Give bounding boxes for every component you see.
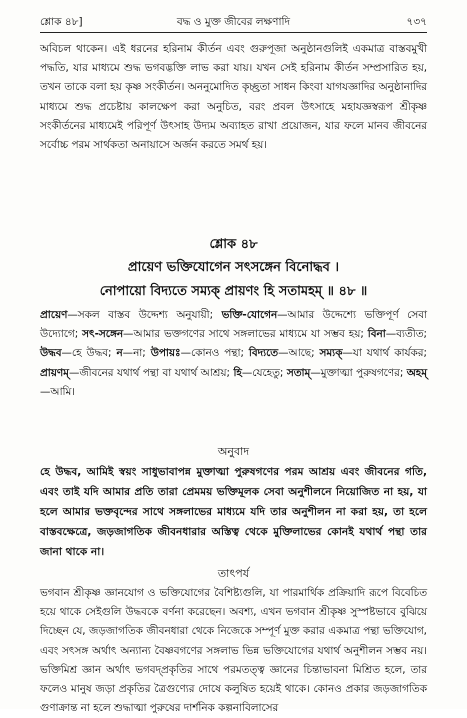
- word-meaning-definition: —আমার ভক্তগণের সাথে সঙ্গলাভের মাধ্যমে যা সম্ভব হয়;: [123, 328, 368, 341]
- intro-paragraph: অবিচল থাকেন। এই ধরনের হরিনাম কীর্তন এবং গুরুপূজা অনুষ্ঠানগুলিই একমাত্র বাস্তবমুখী পদ্ধতি, যার মাধ্যমে শুদ্ধ ভগবদ্ভক্তি লাভ করা যায়। যখন সেই হরিনাম কীর্তন সম্প্রসারিত হয়, তখন তাকে বলা হয় কৃষ্ণ সংকীর্তন। অননুমোদিত কৃচ্ছ্রতা সাধন কিংবা যাগযজ্ঞাদির অনুষ্ঠানাদির মাধ্যমে শুদ্ধ প্রচেষ্টায় কালক্ষেপ করা অনুচিত, বরং প্রবল উৎসাহে মহাযজ্ঞস্বরূপ শ্রীকৃষ্ণ সংকীর্তনের মাধ্যমেই পরিপূর্ণ উৎসাহ উদ্যম অব্যাহত রাখা প্রয়োজন, যার ফলে মানব জীবনের সর্বোচ্চ পরম সার্থকতা অনায়াসে অর্জন করতে সমর্থ হয়।: [40, 43, 427, 152]
- word-meaning-term: অহম্: [406, 366, 428, 379]
- word-meaning-term: সৎ-সঙ্গেন: [82, 328, 124, 341]
- word-meaning-definition: —হে উদ্ধব;: [61, 347, 117, 360]
- running-header: [40, 14, 427, 30]
- word-meaning-definition: —আমার উদ্দেশ্যে ভক্তিপূর্ণ সেবা উদ্যোগে;: [40, 309, 427, 341]
- sloka-line-2: নোপায়ো বিদ্যতে সম্যক্ প্রায়ণং হি সতামহম্ ॥ ৪৮ ॥: [99, 284, 368, 299]
- word-meaning-term: সতাম্: [286, 366, 311, 379]
- header-chapter-title: বদ্ধ ও মুক্ত জীবের লক্ষণাদি: [176, 16, 291, 28]
- word-meaning-term: হি: [233, 366, 242, 379]
- purport-heading: তাৎপর্য: [217, 567, 250, 580]
- word-meaning-definition: —কোনও পন্থা;: [180, 347, 249, 360]
- word-meaning-definition: —জীবনের যথার্থ পন্থা বা যথার্থ আশ্রয়;: [68, 366, 234, 379]
- word-meaning-term: ন: [116, 347, 123, 360]
- word-meanings: [40, 306, 427, 402]
- word-meaning-term: বিদ্যতে: [248, 347, 279, 360]
- word-meaning-term: উপায়ঃ: [150, 347, 181, 360]
- word-meaning-definition: —সকল বাস্তব উদ্দেশ্য অনুযায়ী;: [67, 309, 222, 321]
- word-meaning-term: উদ্ধব: [40, 347, 62, 360]
- word-meaning-definition: —আছে;: [278, 347, 320, 360]
- word-meaning-term: বিনা: [367, 328, 386, 341]
- word-meaning-definition: —ব্যতীত;: [385, 328, 427, 341]
- purport-text: ভগবান শ্রীকৃষ্ণ জ্ঞানযোগ ও ভক্তিযোগের বৈশিষ্ট্যগুলি, যা পারমার্থিক প্রক্রিয়াদি রূপে বিবেচিত হয়ে থাকে সেইগুলি উদ্ধবকে বর্ণনা করেছেন। অবশ্য, এখন ভগবান শ্রীকৃষ্ণ সুস্পষ্টভাবে বুঝিয়ে দিচ্ছেন যে, জড়জাগতিক জীবনধারা থেকে নিজেকে সম্পূর্ণ মুক্ত করার একমাত্র পন্থা ভক্তিযোগ, এবং সৎসঙ্গ অর্থাৎ অন্যান্য বৈষ্ণবগণের সঙ্গলাভ ভিন্ন ভক্তিযোগের যথার্থ অনুশীলন সম্ভব নয়। ভক্তিমিশ্র জ্ঞান অর্থাৎ ভগবদ্প্রকৃতির সাথে পরমতত্ত্ব জ্ঞানের চিন্তাভাবনা মিশ্রিত হলে, তার ফলেও মানুষ জড়া প্রকৃতির ত্রৈগুণ্যের দোষে কলুষিত হয়েই থাকে। কোনও প্রকার জড়জাগতিক গুণাক্রান্ত না হলে শুদ্ধাত্মা পুরুষের দার্শনিক কল্পনাবিলাসের: [40, 587, 427, 715]
- translation-text: হে উদ্ধব, আমিই স্বয়ং সাধুভাবাপন্ন মুক্তাত্মা পুরুষগণের পরম আশ্রয় এবং জীবনের গতি, এবং তাই যদি আমার প্রতি তারা প্রেমময় ভক্তিমূলক সেবা অনুশীলনে নিয়োজিত না হয়, যা হলে আমার ভক্তবৃন্দের সাথে সঙ্গলাভের মাধ্যমে যদি তার অনুশীলন না করা হয়, তা হলে বাস্তবক্ষেত্রে, জড়জাগতিক জীবনধারার অস্তিত্ব থেকে মুক্তিলাভের কোনই যথার্থ পন্থা তার জানা থাকে না।: [40, 466, 427, 558]
- word-meaning-term: প্রায়ণম্: [40, 366, 69, 379]
- translation-heading: অনুবাদ: [217, 445, 250, 458]
- word-meaning-definition: —আমি।: [40, 385, 75, 398]
- header-rule: [40, 32, 427, 33]
- word-meaning-term: প্রায়েণ: [40, 309, 68, 321]
- word-meaning-definition: —মুক্তাত্মা পুরুষগণের;: [310, 366, 407, 379]
- word-meaning-term: সম্যক্: [319, 347, 343, 360]
- header-verse-ref: শ্লোক ৪৮]: [40, 16, 83, 28]
- word-meaning-definition: —যা যথার্থ কার্যকর;: [342, 347, 427, 360]
- word-meaning-definition: —যেহেতু;: [241, 366, 287, 379]
- sloka-line-1: প্রায়েণ ভক্তিযোগেন সৎসঙ্গেন বিনোদ্ধব ।: [127, 260, 340, 275]
- word-meaning-term: ভক্তি-যোগেন: [221, 309, 278, 321]
- word-meaning-definition: —না;: [122, 347, 151, 360]
- page-number: ৭৩৭: [406, 16, 427, 28]
- sloka-title: শ্লোক ৪৮: [209, 237, 258, 252]
